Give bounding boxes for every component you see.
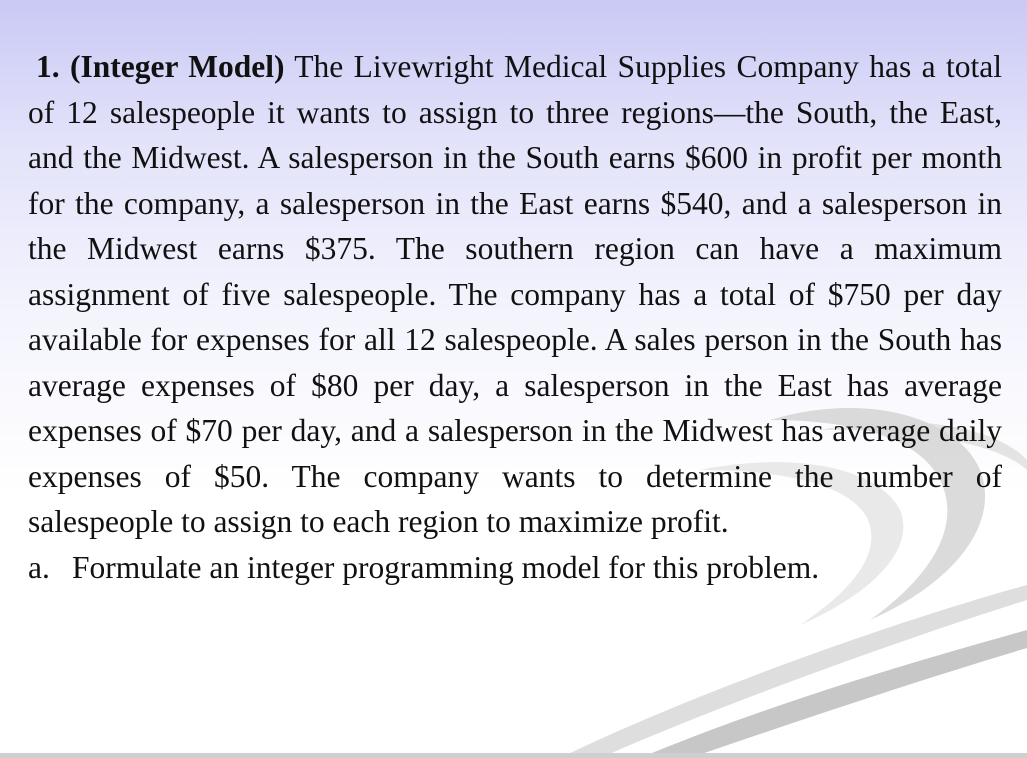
part-a-letter: a. bbox=[28, 549, 50, 585]
problem-heading: 1. (Integer Model) bbox=[36, 49, 285, 84]
part-a-text: Formulate an integer programming model for this problem. bbox=[72, 549, 820, 585]
slide-body bbox=[28, 44, 1002, 590]
footer-bar bbox=[0, 753, 1027, 758]
question-part-a bbox=[28, 545, 1002, 591]
problem-text: The Livewright Medical Supplies Company has a total of 12 salespeople it wants to assign to three regions—the South, the East, and the Midwest. A salesperson in the South earns $600 in profit per month for the company, a salesperson in the East earns $540, and a salesperson in the Midwest earns $375. The southern region can have a maximum assignment of five salespeople. The company has a total of $750 per day available for expenses for all 12 salespeople. A sales person in the South has average expenses of $80 per day, a salesperson in the East has average expenses of $70 per day, and a salesperson in the Midwest has average daily expenses of $50. The company wants to determine the number of salespeople to assign to each region to maximize profit. bbox=[28, 49, 1003, 539]
